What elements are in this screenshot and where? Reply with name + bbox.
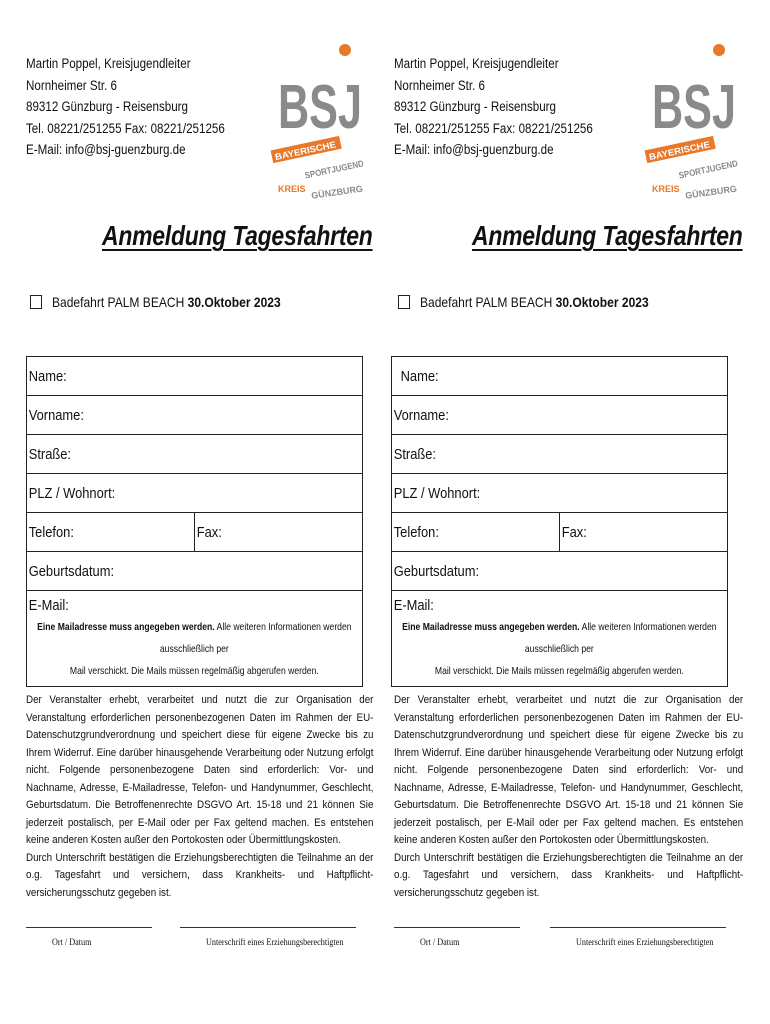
name-label: Name: [28, 367, 67, 385]
logo-band2: SPORTJUGEND [303, 156, 373, 181]
logo-kreis: KREIS [278, 184, 306, 194]
telefon-label: Telefon: [393, 523, 439, 541]
email-label: E-Mail: [28, 597, 69, 614]
address-line: 89312 Günzburg - Reisensburg [394, 99, 557, 114]
fax-field[interactable] [195, 513, 362, 551]
logo-band: BAYERISCHE [648, 140, 708, 163]
vorname-label: Vorname: [28, 406, 84, 424]
privacy-notice [394, 692, 743, 902]
signature-label: Unterschrift eines Erziehungsberechtigten [206, 938, 344, 948]
plz-label: PLZ / Wohnort: [393, 484, 481, 502]
strasse-field[interactable] [27, 435, 362, 474]
strasse-label: Straße: [393, 445, 437, 463]
event-label [52, 294, 281, 310]
place-date-label: Ort / Datum [420, 938, 460, 948]
event-date: 30.Oktober 2023 [555, 294, 649, 310]
email-note-rest: Alle weiteren Informationen werden ausschließlich per [525, 621, 717, 655]
event-checkbox[interactable] [30, 295, 42, 309]
name-field[interactable] [27, 357, 362, 396]
logo-city: GÜNZBURG [310, 183, 364, 201]
phone-fax-row [392, 513, 727, 552]
logo-letters: BSJ [278, 73, 362, 142]
logo-kreis: KREIS [652, 184, 680, 194]
fax-label: Fax: [196, 523, 222, 541]
registration-form-right [393, 0, 747, 1024]
form-title: Anmeldung Tagesfahrten [472, 220, 743, 251]
organizer-address [394, 53, 593, 161]
privacy-paragraph: Der Veranstalter erhebt, verarbeitet und nutzt die zur Organisation der Veranstaltung erforderlichen personenbezogenen Daten im Rahmen der EU-Datenschutzgrundverordnung und speichert diese für eigene Zwecke bis zu Ihrem Widerruf. Eine darüber hinausgehende Verarbeitung oder Nutzung erfolgt nicht. Folgende personenbezogene Daten sind erforderlich: Vor- und Nachname, Adresse, E-Mailadresse, Telefon- und Handynummer, Geschlecht, Geburtsdatum. Die Betroffenenrechte DSGVO Art. 15-18 und 21 können Sie jederzeit postalisch, per E-Mail oder per Fax geltend machen. Es entstehen keine anderen Kosten außer den Portokosten oder Übermittlungskosten. [26, 694, 374, 846]
vorname-field[interactable] [392, 396, 727, 435]
telefon-field[interactable] [27, 513, 195, 551]
event-label [420, 294, 649, 310]
email-field[interactable] [392, 591, 727, 686]
organizer-address [26, 53, 225, 161]
address-line: Nornheimer Str. 6 [26, 77, 117, 93]
strasse-label: Straße: [28, 445, 72, 463]
phone-fax-row [27, 513, 362, 552]
consent-paragraph: Durch Unterschrift bestätigen die Erziehungsberechtigten die Teilnahme an der o.g. Tagesfahrt und versichern, dass Krankheits- und Haftpflicht-versicherungsschutz gegeben ist. [394, 851, 744, 899]
name-label: Name: [400, 367, 439, 385]
telefon-label: Telefon: [28, 523, 74, 541]
geburtsdatum-label: Geburtsdatum: [28, 562, 115, 580]
geburtsdatum-label: Geburtsdatum: [393, 562, 480, 580]
address-line: E-Mail: info@bsj-guenzburg.de [394, 142, 554, 157]
email-note-line2: Mail verschickt. Die Mails müssen regelmäßig abgerufen werden. [435, 665, 684, 677]
event-option[interactable] [398, 294, 686, 310]
registration-form-left [26, 0, 374, 1024]
telefon-field[interactable] [392, 513, 560, 551]
plz-field[interactable] [27, 474, 362, 513]
vorname-field[interactable] [27, 396, 362, 435]
place-date-line[interactable] [394, 927, 520, 928]
bsj-logo [648, 40, 747, 205]
privacy-paragraph: Der Veranstalter erhebt, verarbeitet und nutzt die zur Organisation der Veranstaltung erforderlichen personenbezogenen Daten im Rahmen der EU-Datenschutzgrundverordnung und speichert diese für eigene Zwecke bis zu Ihrem Widerruf. Eine darüber hinausgehende Verarbeitung oder Nutzung erfolgt nicht. Folgende personenbezogene Daten sind erforderlich: Vor- und Nachname, Adresse, E-Mailadresse, Telefon- und Handynummer, Geschlecht, Geburtsdatum. Die Betroffenenrechte DSGVO Art. 15-18 und 21 können Sie jederzeit postalisch, per E-Mail oder per Fax geltend machen. Es entstehen keine anderen Kosten außer den Portokosten oder Übermittlungskosten. [394, 694, 744, 846]
event-name: Badefahrt PALM BEACH [420, 294, 556, 310]
geburtsdatum-field[interactable] [392, 552, 727, 591]
email-label: E-Mail: [393, 597, 434, 614]
privacy-notice [26, 692, 373, 902]
email-field[interactable] [27, 591, 362, 686]
event-date: 30.Oktober 2023 [187, 294, 281, 310]
consent-paragraph: Durch Unterschrift bestätigen die Erziehungsberechtigten die Teilnahme an der o.g. Tagesfahrt und versichern, dass Krankheits- und Haftpflicht-versicherungsschutz gegeben ist. [26, 851, 374, 899]
email-note [392, 616, 727, 682]
plz-field[interactable] [392, 474, 727, 513]
place-date-label: Ort / Datum [52, 938, 92, 948]
signature-line[interactable] [550, 927, 726, 928]
place-date-line[interactable] [26, 927, 152, 928]
email-note-bold: Eine Mailadresse muss angegeben werden. [37, 621, 215, 633]
logo-city: GÜNZBURG [684, 183, 738, 201]
signature-line[interactable] [180, 927, 356, 928]
logo-band2: SPORTJUGEND [677, 156, 747, 181]
geburtsdatum-field[interactable] [27, 552, 362, 591]
address-line: Martin Poppel, Kreisjugendleiter [26, 56, 191, 71]
email-note [27, 616, 362, 682]
event-name: Badefahrt PALM BEACH [52, 294, 188, 310]
name-field[interactable] [392, 357, 727, 396]
address-line: E-Mail: info@bsj-guenzburg.de [26, 142, 186, 157]
address-line: 89312 Günzburg - Reisensburg [26, 99, 189, 114]
vorname-label: Vorname: [393, 406, 449, 424]
email-note-rest: Alle weiteren Informationen werden ausschließlich per [160, 621, 352, 655]
address-line: Tel. 08221/251255 Fax: 08221/251256 [394, 120, 593, 136]
form-title: Anmeldung Tagesfahrten [102, 220, 373, 251]
address-line: Martin Poppel, Kreisjugendleiter [394, 56, 559, 71]
address-line: Tel. 08221/251255 Fax: 08221/251256 [26, 120, 225, 136]
logo-band: BAYERISCHE [274, 140, 334, 163]
email-note-line2: Mail verschickt. Die Mails müssen regelmäßig abgerufen werden. [70, 665, 319, 677]
plz-label: PLZ / Wohnort: [28, 484, 116, 502]
strasse-field[interactable] [392, 435, 727, 474]
logo-letters: BSJ [652, 73, 736, 142]
bsj-logo [274, 40, 373, 205]
address-line: Nornheimer Str. 6 [394, 77, 485, 93]
signature-label: Unterschrift eines Erziehungsberechtigten [576, 938, 714, 948]
event-checkbox[interactable] [398, 295, 410, 309]
event-option[interactable] [30, 294, 318, 310]
fax-field[interactable] [560, 513, 727, 551]
participant-fields [391, 356, 728, 687]
participant-fields [26, 356, 363, 687]
email-note-bold: Eine Mailadresse muss angegeben werden. [402, 621, 580, 633]
fax-label: Fax: [561, 523, 587, 541]
